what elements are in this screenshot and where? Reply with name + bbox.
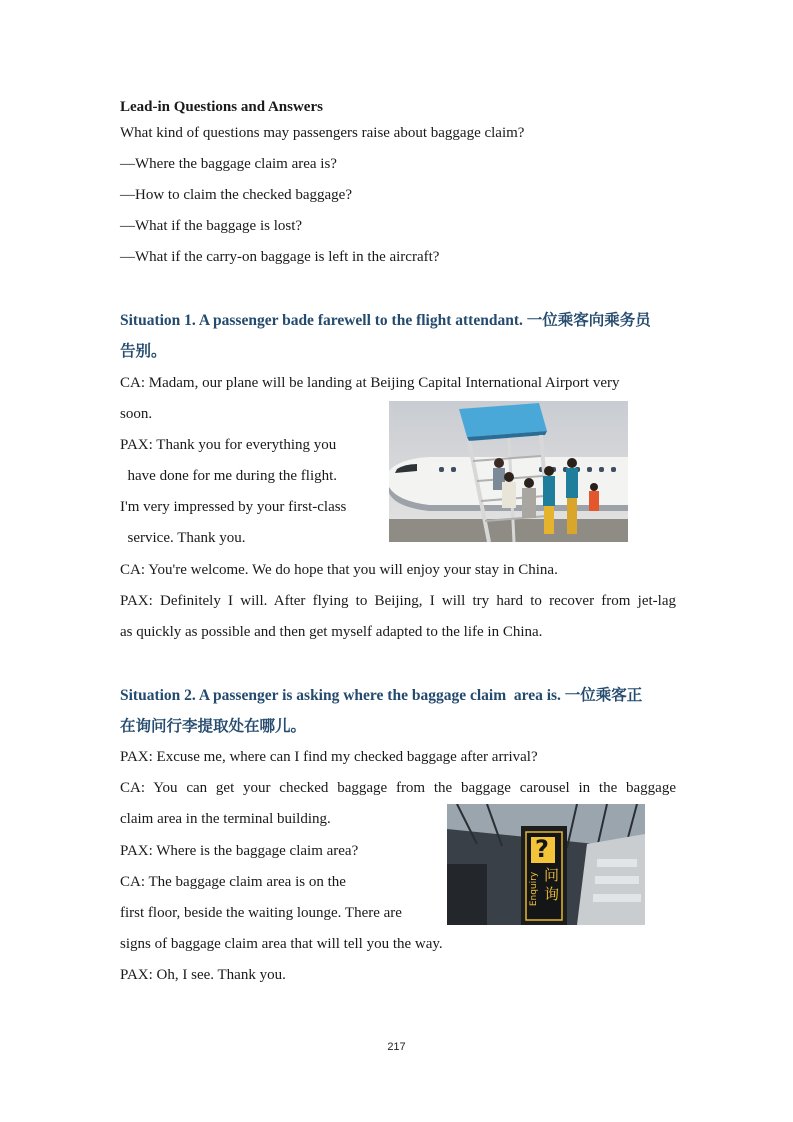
dialogue-line: first floor, beside the waiting lounge. There are — [120, 905, 402, 921]
question-mark-icon: ? — [535, 835, 549, 863]
dialogue-line: have done for me during the flight. — [120, 468, 338, 484]
dialogue-line: as quickly as possible and then get myself adapted to the life in China. — [120, 624, 543, 640]
dialogue-line: signs of baggage claim area that will tell you the way. — [120, 936, 443, 952]
situation1-title-cn: 一位乘客向乘务员 — [526, 311, 651, 329]
dialogue-line: PAX: Definitely I will. After flying to Beijing, I will try hard to recover from jet-lag — [120, 593, 676, 609]
dialogue-line: CA: Madam, our plane will be landing at Beijing Capital International Airport very — [120, 375, 620, 391]
sign-chinese: 询 — [544, 885, 560, 903]
situation1-title-en: Situation 1. A passenger bade farewell to the flight attendant. — [120, 312, 523, 329]
dialogue-line: CA: The baggage claim area is on the — [120, 874, 346, 890]
leadin-heading: Lead-in Questions and Answers — [120, 99, 323, 115]
leadin-item: —Where the baggage claim area is? — [120, 156, 337, 172]
enquiry-sign-photo — [447, 804, 645, 925]
situation2-title-en: Situation 2. A passenger is asking where the baggage claim area is. — [120, 687, 561, 704]
leadin-item: —What if the baggage is lost? — [120, 218, 303, 234]
dialogue-line: PAX: Where is the baggage claim area? — [120, 843, 359, 859]
dialogue-line: PAX: Excuse me, where can I find my checked baggage after arrival? — [120, 749, 538, 765]
dialogue-line: CA: You're welcome. We do hope that you will enjoy your stay in China. — [120, 562, 558, 578]
dialogue-line: PAX: Oh, I see. Thank you. — [120, 967, 286, 983]
sign-english: Enquiry — [529, 871, 540, 907]
dialogue-line: I'm very impressed by your first-class — [120, 499, 347, 515]
dialogue-line: soon. — [120, 406, 153, 422]
situation2-title-cn: 一位乘客正 — [564, 686, 643, 704]
leadin-item: —What if the carry-on baggage is left in the aircraft? — [120, 249, 440, 265]
leadin-question: What kind of questions may passengers raise about baggage claim? — [120, 125, 525, 141]
situation2-title-cn-cont: 在询问行李提取处在哪儿。 — [120, 717, 307, 735]
dialogue-line: PAX: Thank you for everything you — [120, 437, 337, 453]
sign-chinese: 问 — [544, 866, 560, 884]
dialogue-line: CA: You can get your checked baggage from the baggage carousel in the baggage — [120, 780, 676, 796]
leadin-item: —How to claim the checked baggage? — [120, 187, 352, 203]
airplane-disembark-photo — [389, 401, 628, 542]
situation1-title-cn-cont: 告别。 — [120, 342, 167, 360]
dialogue-line: service. Thank you. — [120, 530, 246, 546]
page-number: 217 — [387, 1041, 406, 1053]
situation1-title — [120, 310, 651, 331]
dialogue-line: claim area in the terminal building. — [120, 811, 331, 827]
situation2-title — [120, 685, 642, 706]
